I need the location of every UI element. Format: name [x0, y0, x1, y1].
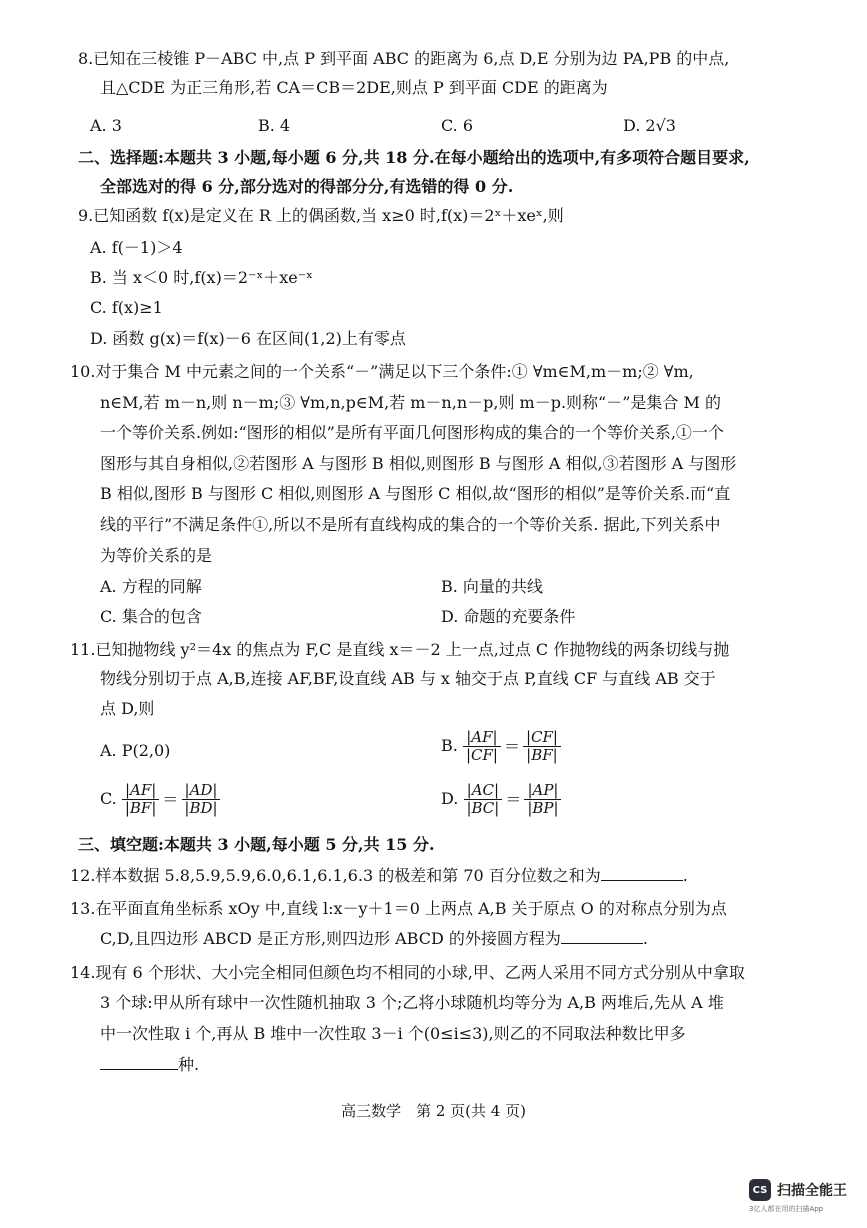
q14-line2: 3 个球:甲从所有球中一次性随机抽取 3 个;乙将小球随机均等分为 A,B 两堆后,先从 A 堆	[100, 993, 724, 1012]
q10-line5: B 相似,图形 B 与图形 C 相似,则图形 A 与图形 C 相似,故“图形的相似”是等价关系.而“直	[100, 484, 731, 503]
q11-option-d-right-fraction	[524, 782, 561, 817]
fraction-numerator: |AP|	[524, 782, 561, 800]
fraction-denominator: |BD|	[184, 799, 218, 817]
fraction-denominator: |BC|	[466, 799, 500, 817]
q10-option-d: D. 命题的充要条件	[441, 607, 576, 626]
q11-option-c-left-fraction	[122, 782, 160, 817]
fraction-numerator: |AC|	[464, 782, 502, 800]
q11-option-b-right-fraction	[523, 729, 561, 764]
answer-blank	[100, 1055, 178, 1070]
q13-line1: 13.在平面直角坐标系 xOy 中,直线 l:x－y＋1＝0 上两点 A,B 关于原点 O 的对称点分别为点	[70, 899, 727, 918]
q11-option-b-label: B.	[441, 736, 458, 755]
q13-line2	[100, 928, 648, 950]
equals-sign: ＝	[503, 736, 520, 756]
q10-line4: 图形与其自身相似,②若图形 A 与图形 B 相似,则图形 B 与图形 A 相似,③若图形 A 与图形	[100, 454, 737, 473]
fraction-denominator: |BF|	[124, 799, 157, 817]
q14-end: 种.	[178, 1055, 200, 1074]
q10-option-b: B. 向量的共线	[441, 577, 543, 596]
camscanner-logo-icon: CS	[749, 1179, 771, 1201]
q10-line7: 为等价关系的是	[100, 546, 213, 565]
q9-stem: 9.已知函数 f(x)是定义在 R 上的偶函数,当 x≥0 时,f(x)＝2ˣ＋xeˣ,则	[78, 206, 564, 225]
q11-option-c-label: C.	[100, 789, 117, 808]
q11-option-c-right-fraction	[181, 782, 220, 817]
q11-line2: 物线分别切于点 A,B,连接 AF,BF,设直线 AB 与 x 轴交于点 P,直线 CF 与直线 AB 交于	[100, 669, 716, 688]
q13-text: C,D,且四边形 ABCD 是正方形,则四边形 ABCD 的外接圆方程为	[100, 929, 561, 948]
q9-option-a: A. f(－1)＞4	[90, 238, 183, 257]
watermark-tagline: 3亿人都在用的扫描App	[749, 1205, 824, 1213]
section3-heading: 三、填空题:本题共 3 小题,每小题 5 分,共 15 分.	[78, 835, 435, 854]
fraction-numerator: |AF|	[463, 729, 500, 747]
q9-option-c: C. f(x)≥1	[90, 298, 163, 317]
q8-option-c: C. 6	[441, 116, 474, 135]
q10-line2: n∈M,若 m－n,则 n－m;③ ∀m,n,p∈M,若 m－n,n－p,则 m－p.则称“－”是集合 M 的	[100, 393, 721, 412]
q10-option-a: A. 方程的同解	[100, 577, 202, 596]
q10-line3: 一个等价关系.例如:“图形的相似”是所有平面几何图形构成的集合的一个等价关系,①一个	[100, 423, 724, 442]
q12-end: .	[682, 866, 688, 885]
answer-blank	[561, 929, 643, 944]
fraction-denominator: |BF|	[526, 746, 558, 764]
q11-line3: 点 D,则	[100, 699, 155, 718]
fraction-numerator: |AD|	[182, 782, 221, 800]
q12-text: 12.样本数据 5.8,5.9,5.9,6.0,6.1,6.1,6.3 的极差和第 70 百分位数之和为	[70, 866, 601, 885]
q14-line3: 中一次性取 i 个,再从 B 堆中一次性取 3－i 个(0≤i≤3),则乙的不同取法种数比甲多	[100, 1024, 686, 1043]
q10-option-c: C. 集合的包含	[100, 607, 202, 626]
q13-end: .	[642, 929, 648, 948]
q8-line1: 8.已知在三棱锥 P－ABC 中,点 P 到平面 ABC 的距离为 6,点 D,E 分别为边 PA,PB 的中点,	[78, 49, 730, 68]
q11-option-c	[100, 782, 221, 817]
q8-option-d: D. 2√3	[623, 116, 676, 135]
q10-line6: 线的平行”不满足条件①,所以不是所有直线构成的集合的一个等价关系. 据此,下列关系中	[100, 515, 721, 534]
q8-option-a: A. 3	[90, 116, 122, 135]
q9-option-d: D. 函数 g(x)＝f(x)－6 在区间(1,2)上有零点	[90, 329, 406, 348]
scanner-watermark	[749, 1179, 847, 1213]
equals-sign: ＝	[162, 789, 179, 809]
q11-option-a: A. P(2,0)	[100, 741, 171, 760]
page-footer: 高三数学 第 2 页(共 4 页)	[341, 1102, 526, 1120]
equals-sign: ＝	[505, 789, 522, 809]
q8-line2: 且△CDE 为正三角形,若 CA＝CB＝2DE,则点 P 到平面 CDE 的距离为	[100, 78, 608, 97]
fraction-numerator: |CF|	[523, 729, 561, 747]
fraction-numerator: |AF|	[122, 782, 159, 800]
answer-blank	[601, 866, 683, 881]
fraction-denominator: |CF|	[465, 746, 498, 764]
q9-option-b: B. 当 x＜0 时,f(x)＝2⁻ˣ＋xe⁻ˣ	[90, 268, 313, 287]
q11-option-d-label: D.	[441, 789, 459, 808]
fraction-denominator: |BP|	[527, 799, 559, 817]
q11-option-b	[441, 729, 561, 764]
q12-line	[70, 865, 688, 887]
q11-line1: 11.已知抛物线 y²＝4x 的焦点为 F,C 是直线 x＝－2 上一点,过点 C 作抛物线的两条切线与抛	[70, 640, 730, 659]
q14-line4	[100, 1054, 199, 1076]
q11-option-d	[441, 782, 562, 817]
q11-option-d-left-fraction	[463, 782, 502, 817]
watermark-app-name: 扫描全能王	[777, 1183, 847, 1199]
q14-line1: 14.现有 6 个形状、大小完全相同但颜色均不相同的小球,甲、乙两人采用不同方式分别从中拿取	[70, 963, 745, 982]
q8-option-b: B. 4	[258, 116, 291, 135]
q11-option-b-left-fraction	[463, 729, 501, 764]
section2-heading-line1: 二、选择题:本题共 3 小题,每小题 6 分,共 18 分.在每小题给出的选项中,有多项符合题目要求,	[78, 148, 750, 167]
section2-heading-line2: 全部选对的得 6 分,部分选对的得部分分,有选错的得 0 分.	[100, 177, 514, 196]
q10-line1: 10.对于集合 M 中元素之间的一个关系“－”满足以下三个条件:① ∀m∈M,m－m;② ∀m,	[70, 362, 694, 381]
